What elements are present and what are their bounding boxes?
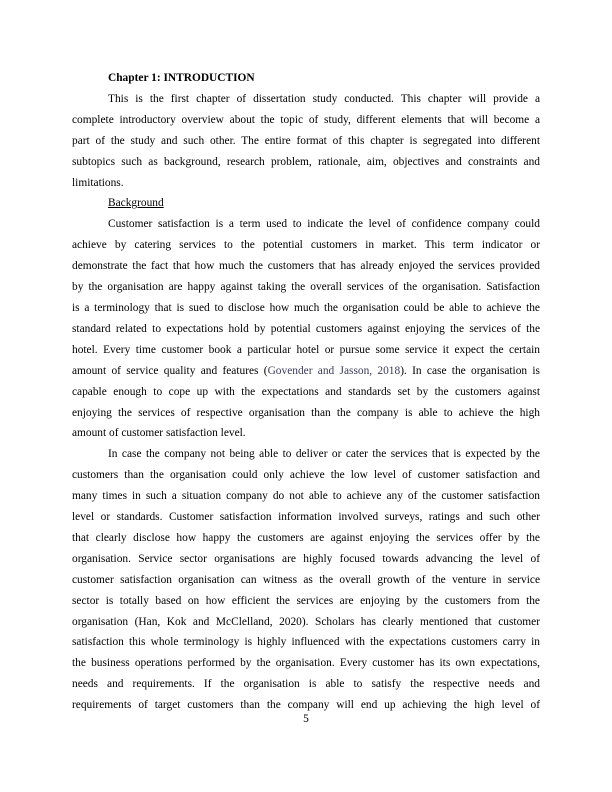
text-line: complete introductory overview about the topic of study, different elements that will become a: [72, 113, 540, 126]
text-line: standard related to expectations hold by potential customers against enjoying the services of the: [72, 322, 540, 335]
text-fragment: ). In case the organisation is: [400, 364, 540, 377]
text-line: that clearly disclose how happy the customers are against enjoying the services offer by the: [72, 531, 540, 544]
text-line: requirements of target customers than the company will end up achieving the high level of: [72, 699, 540, 712]
text-line: customer satisfaction organisation can witness as the overall growth of the venture in service: [72, 573, 540, 586]
text-line: amount of customer satisfaction level.: [72, 427, 246, 440]
text-line: is a terminology that is sued to disclose how much the organisation could be able to achieve the: [72, 301, 540, 314]
citation: Govender and Jasson, 2018: [267, 364, 401, 377]
text-line: sector is totally based on how efficient the services are enjoying by the customers from the: [72, 594, 540, 607]
background-paragraph-2: [72, 444, 540, 716]
text-line: many times in such a situation company do not able to achieve any of the customer satisfaction: [72, 490, 540, 503]
text-line: organisation. Service sector organisations are highly focused towards advancing the level of: [72, 552, 540, 565]
text-line: This is the first chapter of dissertation study conducted. This chapter will provide a: [108, 92, 540, 105]
text-line: by the organisation are happy against taking the overall services of the organisation. Satisfaction: [72, 281, 540, 294]
text-line: organisation (Han, Kok and McClelland, 2020). Scholars has clearly mentioned that customer: [72, 615, 540, 628]
text-fragment: amount of service quality and features (: [72, 364, 268, 377]
text-line: satisfaction this whole terminology is highly influenced with the expectations customers carry in: [72, 636, 540, 649]
text-line: hotel. Every time customer book a particular hotel or pursue some service it expect the certain: [72, 343, 540, 356]
text-line: needs and requirements. If the organisation is able to satisfy the respective needs and: [72, 678, 540, 691]
text-line: demonstrate the fact that how much the customers that has already enjoyed the services provided: [72, 260, 540, 273]
text-line: limitations.: [72, 176, 124, 189]
text-line: subtopics such as background, research problem, rationale, aim, objectives and constraints and: [72, 155, 540, 168]
page-number: 5: [303, 713, 309, 725]
chapter-heading: Chapter 1: INTRODUCTION: [108, 72, 255, 84]
background-paragraph-1: [72, 214, 540, 444]
text-line: customers than the organisation could only achieve the low level of customer satisfaction and: [72, 469, 540, 482]
text-line-with-citation: [72, 361, 540, 382]
background-heading: Background: [108, 197, 164, 210]
text-line: part of the study and such other. The entire format of this chapter is segregated into different: [72, 134, 540, 147]
document-page: [72, 68, 540, 716]
text-line: capable enough to cope up with the expectations and standards set by the customers against: [72, 385, 540, 398]
text-line: achieve by catering services to the potential customers in market. This term indicator or: [72, 239, 540, 252]
intro-paragraph: [72, 89, 540, 194]
text-line: Customer satisfaction is a term used to indicate the level of confidence company could: [108, 218, 540, 231]
text-line: level or standards. Customer satisfaction information involved surveys, ratings and such other: [72, 511, 540, 524]
text-line: enjoying the services of respective organisation than the company is able to achieve the high: [72, 406, 540, 419]
text-line: the business operations performed by the organisation. Every customer has its own expectations,: [72, 657, 540, 670]
text-line: In case the company not being able to deliver or cater the services that is expected by the: [108, 448, 540, 461]
